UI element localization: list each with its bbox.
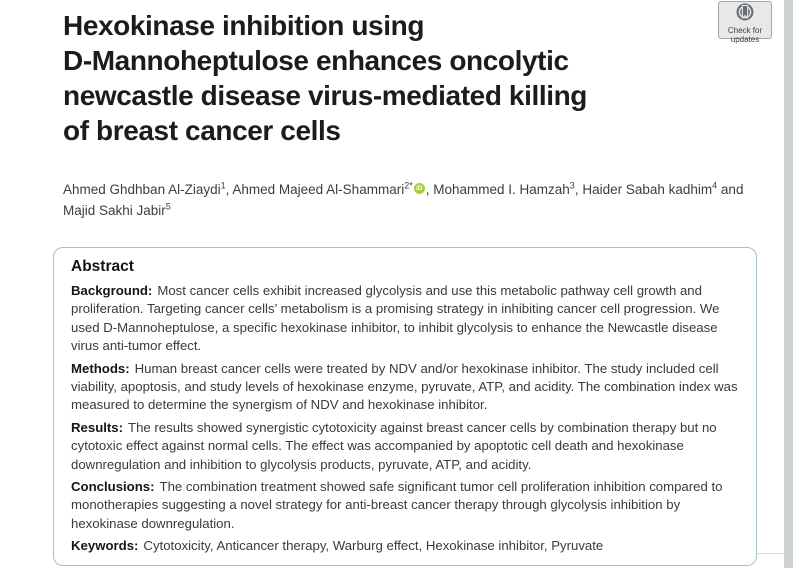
author-name-text: Ahmed Majeed Al-Shammari [232, 181, 405, 197]
author-affiliation-sup: 5 [165, 201, 171, 211]
section-label: Keywords: [71, 538, 139, 554]
author-name-text: Haider Sabah kadhim [582, 181, 713, 197]
section-text: Most cancer cells exhibit increased glycolysis and use this metabolic pathway cell growth and proliferation. Targeting cancer cells’ metabolism is a promising strategy in inhibiting cancer cell progression. We used D-Mannoheptulose, a specific hexokinase inhibitor, to inhibit glycolysis to enhance the Newcastle disease virus anti-tumor effect. [71, 283, 720, 354]
author-separator: and [717, 181, 744, 197]
abstract-section-methods [71, 360, 740, 415]
author-name [582, 182, 743, 197]
author-name [433, 182, 582, 197]
section-label: Conclusions: [71, 479, 155, 495]
abstract-section-keywords [71, 537, 740, 555]
author-separator: , [225, 181, 233, 197]
section-text: Cytotoxicity, Anticancer therapy, Warburg effect, Hexokinase inhibitor, Pyruvate [143, 538, 604, 554]
author-name [63, 182, 232, 197]
section-text: Human breast cancer cells were treated by NDV and/or hexokinase inhibitor. The study included cell viability, apoptosis, and study levels of hexokinase enzyme, pyruvate, ATP, and acidity. The combination index was measured to determine the synergism of NDV and hexokinase inhibitor. [71, 360, 738, 413]
title-line-4: of breast cancer cells [63, 115, 341, 146]
author-list [63, 179, 763, 221]
abstract-box [53, 247, 757, 566]
abstract-section-conclusions [71, 478, 740, 533]
title-line-1: Hexokinase inhibition using [63, 10, 425, 41]
author-name-text: Mohammed I. Hamzah [433, 181, 570, 197]
author-name-text: Ahmed Ghdhban Al-Ziaydi [63, 181, 221, 197]
title-line-2: D-Mannoheptulose enhances oncolytic [63, 45, 569, 76]
abstract-section-background [71, 282, 740, 356]
author-name [232, 182, 433, 197]
section-text: The results showed synergistic cytotoxicity against breast cancer cells by combination therapy but no cytotoxic effect against normal cells. The effect was accompanied by apoptotic cell death and hexokinase downregulation and inhibition to glycolysis products, pyruvate, ATP, and acidity. [71, 419, 717, 472]
author-name-text: Majid Sakhi Jabir [63, 202, 166, 218]
crossmark-icon [733, 3, 757, 27]
section-text: The combination treatment showed safe significant tumor cell proliferation inhibition compared to monotherapies suggesting a novel strategy for anti-breast cancer therapy through glycolysis inhibition by hexokinase downregulation. [71, 479, 723, 531]
check-for-updates-button[interactable] [718, 1, 772, 44]
article-title [63, 8, 723, 148]
badge-label-line1: Check for [727, 26, 763, 35]
title-line-3: newcastle disease virus-mediated killing [63, 80, 587, 111]
abstract-section-results [71, 419, 740, 474]
orcid-icon[interactable]: iD [414, 183, 425, 194]
author-affiliation-sup: 2* [404, 180, 413, 190]
page-edge-strip [784, 0, 793, 568]
section-label: Results: [71, 419, 124, 435]
author-separator: , [425, 181, 434, 197]
author-separator: , [574, 181, 583, 197]
abstract-heading: Abstract [71, 258, 134, 275]
section-label: Methods: [71, 360, 130, 376]
author-affiliation-sup: 4 [712, 180, 718, 190]
author-affiliation-sup: 3 [569, 180, 575, 190]
author-name [63, 203, 171, 218]
author-affiliation-sup: 1 [220, 180, 226, 190]
section-label: Background: [71, 283, 153, 298]
badge-label-line2: updates [730, 34, 760, 44]
